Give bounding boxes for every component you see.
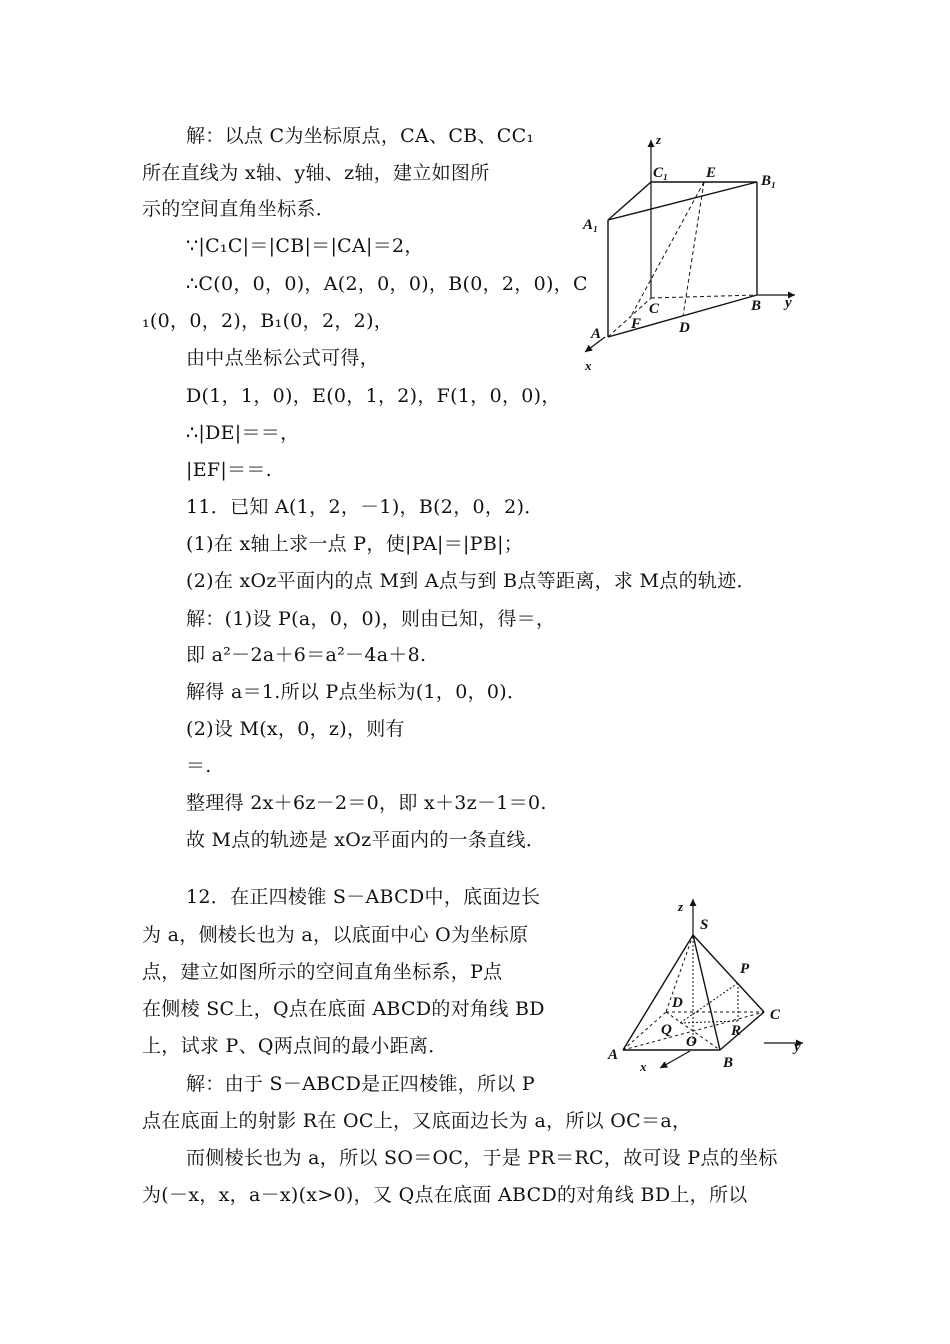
label-A1: A₁ — [583, 217, 599, 233]
text-line: ＝. — [186, 755, 212, 777]
label-C: C — [649, 301, 660, 317]
text-line: (1)在 x轴上求一点 P，使|PA|＝|PB|； — [186, 533, 524, 555]
text-line: 上，试求 P、Q两点间的最小距离． — [142, 1035, 448, 1057]
text-line: 所在直线为 x轴、y轴、z轴，建立如图所 — [142, 162, 490, 184]
label-E: E — [706, 165, 717, 181]
text-line: ∵|C₁C|＝|CB|＝|CA|＝2， — [186, 235, 424, 257]
label-B: B — [751, 298, 762, 314]
text-line: 点，建立如图所示的空间直角坐标系，P点 — [142, 961, 503, 983]
text-line: 示的空间直角坐标系． — [142, 198, 336, 220]
text-line: 为(－x，x，a－x)(x>0)，又 Q点在底面 ABCD的对角线 BD上，所以 — [142, 1184, 748, 1206]
label-P: P — [740, 961, 750, 977]
label-Q: Q — [661, 1022, 672, 1038]
label-C1: C₁ — [653, 165, 669, 181]
text-line: 为 a，侧棱长也为 a，以底面中心 O为坐标原 — [142, 924, 529, 946]
text-line: 点在底面上的射影 R在 OC上，又底面边长为 a，所以 OC＝a， — [142, 1110, 692, 1132]
problem-statement: 12．在正四棱锥 S－ABCD中，底面边长 — [186, 886, 541, 908]
text-line: ₁(0，0，2)，B₁(0，2，2)， — [142, 310, 394, 332]
text-line: 整理得 2x＋6z－2＝0，即 x＋3z－1＝0. — [186, 792, 547, 814]
label-A: A — [591, 326, 602, 342]
label-z: z — [656, 132, 662, 147]
text-line: 解得 a＝1.所以 P点坐标为(1，0，0)． — [186, 681, 527, 703]
label-F: F — [631, 316, 642, 332]
text-line: 解：以点 C为坐标原点，CA、CB、CC₁ — [186, 125, 535, 147]
problem-statement: 11．已知 A(1，2，－1)，B(2，0，2)． — [186, 496, 544, 518]
prism-diagram — [575, 130, 815, 380]
text-line: ∴C(0，0，0)，A(2，0，0)，B(0，2，0)，C — [186, 273, 588, 295]
text-line: (2)设 M(x，0，z)，则有 — [186, 718, 405, 740]
label-D: D — [672, 995, 683, 1011]
label-R: R — [731, 1023, 742, 1039]
label-S: S — [700, 917, 709, 933]
text-line: 解：由于 S－ABCD是正四棱锥，所以 P — [186, 1073, 535, 1095]
text-line: D(1，1，0)，E(0，1，2)，F(1，0，0)， — [186, 385, 561, 407]
label-y: y — [794, 1039, 801, 1055]
label-B: B — [723, 1055, 734, 1071]
label-z: z — [678, 899, 684, 914]
prism-figure — [575, 130, 815, 380]
label-x: x — [585, 358, 592, 373]
pyramid-figure — [598, 893, 818, 1078]
label-D: D — [679, 320, 690, 336]
text-line: 解：(1)设 P(a，0，0)，则由已知，得＝， — [186, 608, 556, 630]
label-x: x — [640, 1059, 647, 1074]
pyramid-diagram — [598, 893, 818, 1078]
label-B1: B₁ — [761, 173, 777, 189]
text-line: 即 a²－2a＋6＝a²－4a＋8. — [186, 644, 427, 666]
text-line: ∴|DE|＝＝， — [186, 422, 300, 444]
text-line: 而侧棱长也为 a，所以 SO＝OC，于是 PR＝RC，故可设 P点的坐标 — [186, 1147, 778, 1169]
text-line: 由中点坐标公式可得， — [186, 347, 380, 369]
text-line: |EF|＝＝. — [186, 459, 272, 481]
label-y: y — [785, 295, 792, 311]
label-O: O — [686, 1034, 697, 1050]
text-line: (2)在 xOz平面内的点 M到 A点与到 B点等距离，求 M点的轨迹． — [186, 570, 756, 592]
label-C: C — [770, 1007, 781, 1023]
text-line: 在侧棱 SC上，Q点在底面 ABCD的对角线 BD — [142, 998, 545, 1020]
text-line: 故 M点的轨迹是 xOz平面内的一条直线． — [186, 829, 546, 851]
label-A: A — [608, 1047, 619, 1063]
